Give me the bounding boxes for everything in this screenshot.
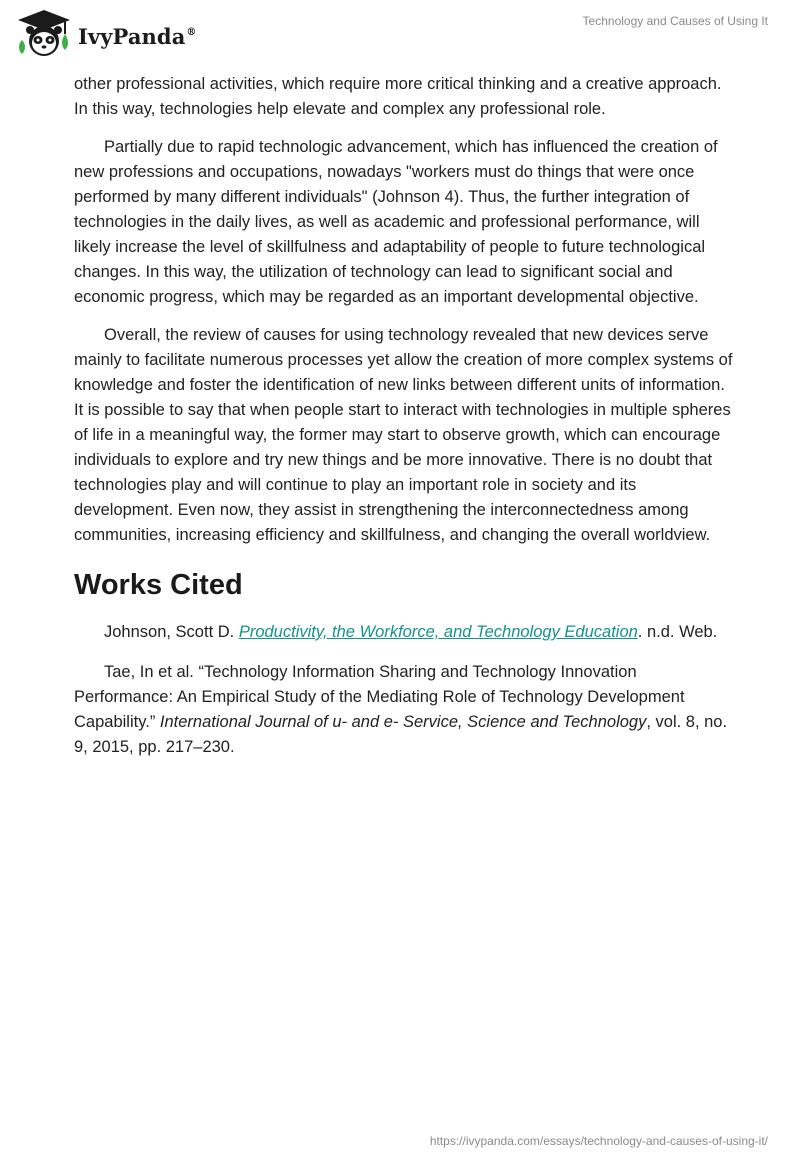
reference-tae-journal: International Journal of u- and e- Service, Science and Technology [159,713,647,731]
body-paragraph-2: Partially due to rapid technologic advancement, which has influenced the creation of new professions and occupations, nowadays "workers must do things that were once performed by many different individuals" (Johnson 4). Thus, the further integration of technologies in the daily lives, as well as academic and professional performance, will likely increase the level of skillfulness and adaptability of people to future technological changes. In this way, the utilization of technology can lead to significant social and economic progress, which may be regarded as an important developmental objective. [74,138,718,306]
reference-tae [74,660,734,760]
reference-johnson-author: Johnson, Scott D. [104,623,239,641]
ivypanda-logo[interactable] [14,8,197,60]
body-paragraph-3: Overall, the review of causes for using technology revealed that new devices serve mainly to facilitate numerous processes yet allow the creation of more complex systems of knowledge and foster the identification of new links between different units of information. It is possible to say that when people start to interact with technologies in multiple spheres of life in a meaningful way, the former may start to observe growth, which can encourage individuals to explore and try new things and be more innovative. There is no doubt that technologies play and will continue to play an important role in society and its development. Even now, they assist in strengthening the interconnectedness among communities, increasing efficiency and skillfulness, and changing the overall worldview. [74,326,733,544]
running-title: Technology and Causes of Using It [582,14,768,28]
logo-wordmark: IvyPanda® [78,23,197,49]
reference-tae-title: Tae, In et al. “Technology Information Sharing and Technology Innovation Performance: An Empirical Study of the Mediating Role of Technology Development Capability.” [74,663,685,731]
panda-graduate-icon [14,8,74,60]
works-cited-heading: Works Cited [74,569,243,601]
reference-johnson-link[interactable]: Productivity, the Workforce, and Technology Education [238,623,638,641]
page-header [0,0,800,70]
document-body [74,72,734,775]
body-paragraph-1: other professional activities, which require more critical thinking and a creative approach. In this way, technologies help elevate and complex any professional role. [74,75,722,118]
reference-johnson-tail: . n.d. Web. [637,623,718,641]
footer-source-url[interactable]: https://ivypanda.com/essays/technology-and-causes-of-using-it/ [429,1134,768,1148]
reference-tae-tail: , vol. 8, no. 9, 2015, pp. 217–230. [74,713,728,756]
reference-johnson [74,620,734,645]
